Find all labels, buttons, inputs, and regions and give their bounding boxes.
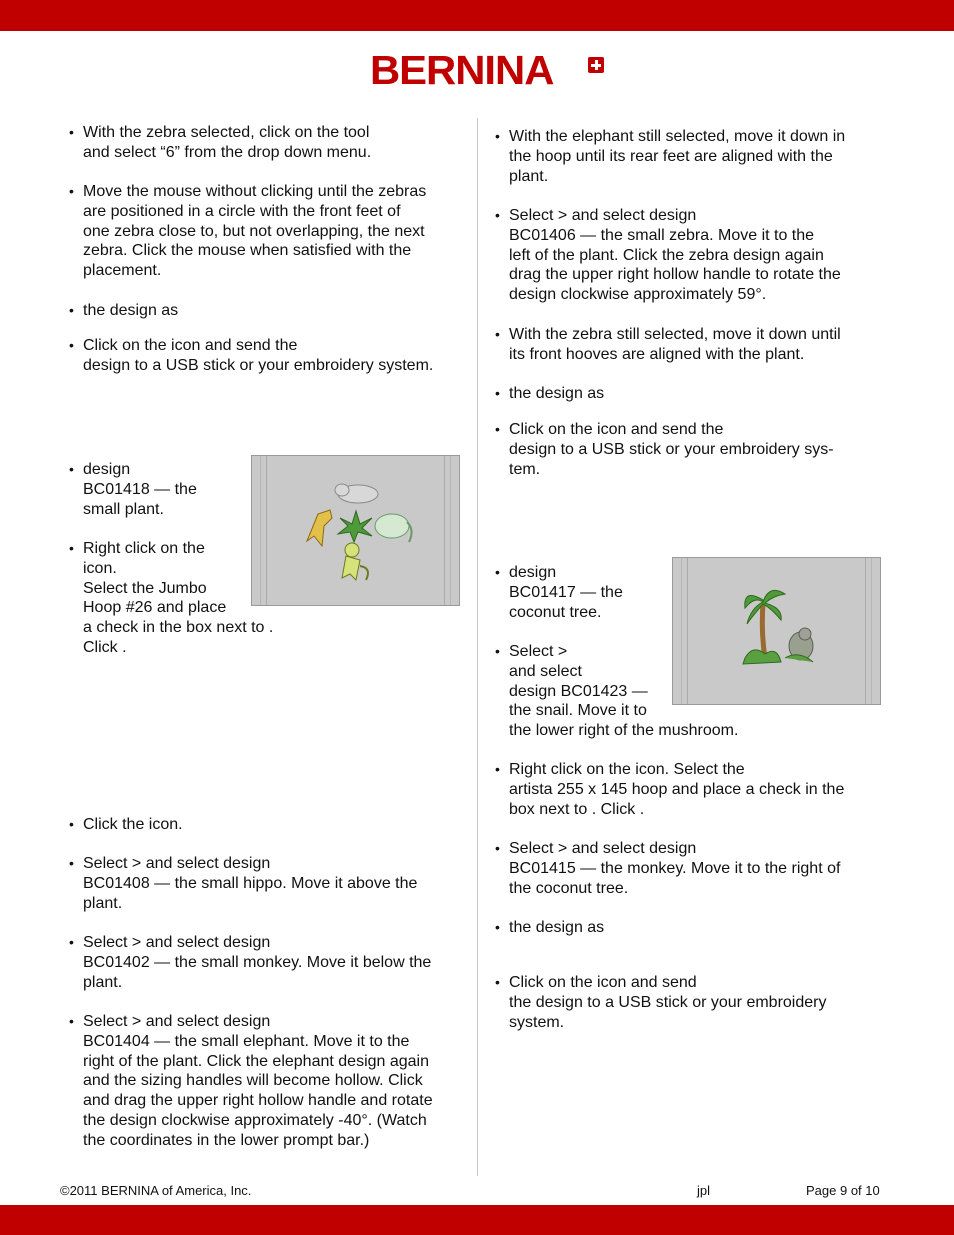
step-left-8 [83, 854, 417, 913]
text-line: • Click on the icon and send the [509, 421, 724, 438]
step-left-6 [83, 539, 273, 658]
text-line: the snail. Move it to [509, 702, 647, 720]
zebra-design [307, 510, 332, 546]
footer-page-number: Page 9 of 10 [806, 1183, 880, 1198]
text-line: tem. [509, 460, 541, 478]
step-right-6 [509, 563, 623, 622]
text-line: design clockwise approximately 59°. [509, 286, 767, 304]
bottom-brand-bar [0, 1205, 954, 1235]
step-left-2 [83, 182, 426, 281]
palm-tree-design [743, 590, 785, 664]
text-line: BC01404 — the small elephant. Move it to the [83, 1032, 410, 1050]
text-line: the hoop until its rear feet are aligned with the [509, 147, 833, 165]
text-line: • Click on the icon and send [509, 974, 697, 991]
text-line: and drag the upper right hollow handle and rotate [83, 1092, 433, 1110]
text-line: • Select > and select design [509, 840, 697, 857]
text-line: one zebra close to, but not overlapping, the next [83, 222, 425, 240]
text-line: Select the Jumbo [83, 579, 207, 597]
coconut-tree-illustration [673, 558, 882, 706]
text-line: are positioned in a circle with the front feet of [83, 202, 401, 220]
monkey-design [342, 543, 368, 580]
footer-author: jpl [697, 1183, 711, 1198]
text-line: left of the plant. Click the zebra design again [509, 246, 824, 264]
text-line: and select “6” from the drop down menu. [83, 143, 372, 161]
plant-design [338, 511, 372, 542]
text-line: plant. [83, 894, 123, 912]
text-line: • Click on the icon and send the [83, 337, 298, 354]
step-right-2 [509, 206, 841, 305]
monkey-snail-design [785, 628, 813, 662]
text-line: BC01415 — the monkey. Move it to the right of [509, 859, 841, 877]
text-line: • Click the icon. [83, 816, 183, 833]
step-right-5 [509, 420, 834, 479]
text-line: • With the zebra selected, click on the tool [83, 124, 370, 141]
bernina-logo [370, 47, 606, 93]
text-line: • the design as [509, 919, 605, 936]
footer-copyright: ©2011 BERNINA of America, Inc. [60, 1183, 252, 1198]
text-line: • With the zebra still selected, move it down until [509, 326, 841, 343]
animal-designs-illustration [252, 456, 461, 607]
text-line: small plant. [83, 500, 164, 518]
step-right-4 [509, 384, 604, 404]
text-line: its front hooves are aligned with the plant. [509, 345, 805, 363]
step-left-3 [83, 301, 178, 321]
text-line: coconut tree. [509, 603, 602, 621]
step-left-10 [83, 1012, 433, 1151]
text-line: right of the plant. Click the elephant design again [83, 1052, 430, 1070]
text-line: • the design as [509, 385, 605, 402]
text-line: • the design as [83, 302, 179, 319]
text-line: drag the upper right hollow handle to rotate the [509, 266, 841, 284]
top-brand-bar [0, 0, 954, 31]
text-line: Click . [83, 638, 127, 656]
text-line: the coconut tree. [509, 879, 629, 897]
text-line: the lower right of the mushroom. [509, 722, 739, 740]
text-line: plant. [83, 973, 123, 991]
text-line: box next to . Click . [509, 800, 645, 818]
hoop-preview-coconut-tree [672, 557, 881, 705]
text-line: design to a USB stick or your embroidery system. [83, 356, 434, 374]
text-line: • Select > [509, 643, 568, 660]
logo-wordmark: BERNINA [370, 47, 554, 93]
step-right-11 [509, 973, 826, 1032]
text-line: • With the elephant still selected, move it down in [509, 128, 846, 145]
text-line: • Right click on the [83, 540, 205, 557]
step-left-7 [83, 815, 183, 835]
step-left-1 [83, 123, 371, 163]
step-right-3 [509, 325, 841, 365]
text-line: • design [509, 564, 557, 581]
text-line: BC01402 — the small monkey. Move it below the [83, 953, 432, 971]
text-line: a check in the box next to . [83, 619, 274, 637]
text-line: • Select > and select design [83, 934, 271, 951]
text-line: the design clockwise approximately -40°. (Watch [83, 1111, 427, 1129]
text-line: • design [83, 461, 131, 478]
text-line: system. [509, 1013, 565, 1031]
step-left-4 [83, 336, 433, 376]
text-line: • Select > and select design [83, 1013, 271, 1030]
text-line: icon. [83, 559, 117, 577]
text-line: • Move the mouse without clicking until the zebras [83, 183, 427, 200]
text-line: • Select > and select design [83, 855, 271, 872]
text-line: BC01406 — the small zebra. Move it to the [509, 226, 815, 244]
elephant-design [375, 514, 412, 542]
column-divider [477, 118, 478, 1176]
text-line: and select [509, 662, 582, 680]
text-line: the design to a USB stick or your embroidery [509, 993, 827, 1011]
step-left-5 [83, 460, 197, 519]
text-line: BC01417 — the [509, 583, 623, 601]
text-line: • Select > and select design [509, 207, 697, 224]
text-line: and the sizing handles will become hollow. Click [83, 1072, 423, 1090]
text-line: zebra. Click the mouse when satisfied with the [83, 242, 412, 260]
text-line: • Right click on the icon. Select the [509, 761, 745, 778]
step-right-10 [509, 918, 604, 938]
hippo-design [335, 484, 378, 503]
text-line: plant. [509, 167, 549, 185]
text-line: BC01408 — the small hippo. Move it above the [83, 874, 418, 892]
text-line: placement. [83, 262, 162, 280]
text-line: design to a USB stick or your embroidery sys- [509, 440, 834, 458]
step-right-1 [509, 127, 845, 186]
step-left-9 [83, 933, 431, 992]
text-line: artista 255 x 145 hoop and place a check in the [509, 780, 845, 798]
step-right-8 [509, 760, 844, 819]
text-line: Hoop #26 and place [83, 599, 227, 617]
hoop-preview-animals [251, 455, 460, 606]
swiss-cross-icon [588, 57, 604, 73]
text-line: the coordinates in the lower prompt bar.) [83, 1131, 370, 1149]
text-line: BC01418 — the [83, 480, 197, 498]
step-right-9 [509, 839, 840, 898]
text-line: design BC01423 — [509, 682, 648, 700]
